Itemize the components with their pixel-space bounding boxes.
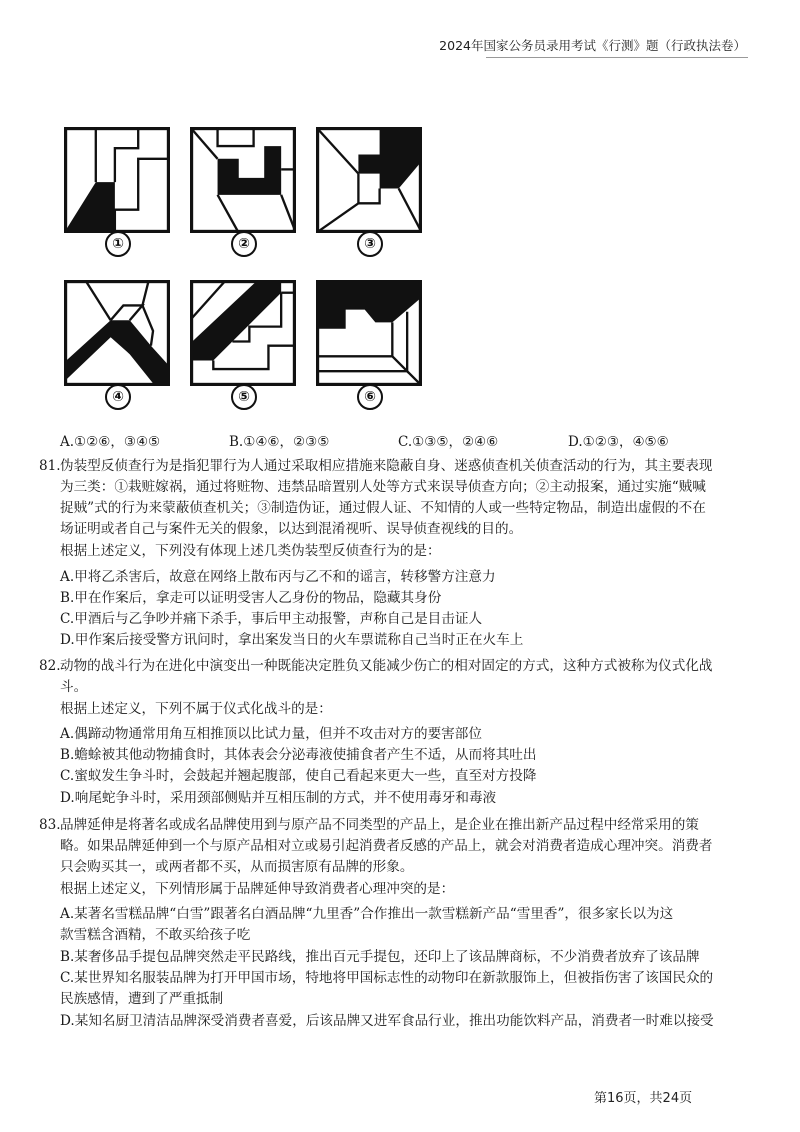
question-81-prompt: 根据上述定义，下列没有体现上述几类伪装型反侦查行为的是： xyxy=(60,543,441,559)
figure-5-label: ⑤ xyxy=(231,384,257,410)
question-81-stem-line: 捉贼”式的行为来蒙蔽侦查机关；③制造伪证，通过假人证、不知情的人或一些特定物品，制造出虚假的不在 xyxy=(60,500,706,516)
figure-6-label: ⑥ xyxy=(357,384,383,410)
figure-option-b: B.①④⑥，②③⑤ xyxy=(229,434,330,450)
question-81-stem-line: 为三类：①栽赃嫁祸，通过将赃物、违禁品暗置别人处等方式来误导侦查方向；②主动报案，通过实施“贼喊 xyxy=(60,479,706,495)
question-82-stem-line: 斗。 xyxy=(60,679,88,695)
question-82-option-b: B.蟾蜍被其他动物捕食时，其体表会分泌毒液使捕食者产生不适，从而将其吐出 xyxy=(60,747,537,763)
figure-6-icon xyxy=(316,280,422,386)
question-83-option-a-cont: 款雪糕含酒精，不敢买给孩子吃 xyxy=(60,927,251,943)
question-82-option-a: A.偶蹄动物通常用角互相推顶以比试力量，但并不攻击对方的要害部位 xyxy=(60,726,482,742)
figure-option-d: D.①②③，④⑤⑥ xyxy=(568,434,669,450)
header-divider xyxy=(486,57,748,58)
question-82-option-d: D.响尾蛇争斗时，采用颈部侧贴并互相压制的方式，并不使用毒牙和毒液 xyxy=(60,790,497,806)
figure-3-icon xyxy=(316,127,422,233)
question-83-option-a: A.某著名雪糕品牌“白雪”跟著名白酒品牌“九里香”合作推出一款雪糕新产品“雪里香”，很多家长以为这 xyxy=(60,906,674,922)
figure-3-label: ③ xyxy=(357,231,383,257)
question-83-stem-line: 只会购买其一，或两者都不买，从而损害原有品牌的形象。 xyxy=(60,859,414,875)
figure-1-label: ① xyxy=(105,231,131,257)
question-83-stem-line: 略。如果品牌延伸到一个与原产品相对立或易引起消费者反感的产品上，就会对消费者造成心理冲突。消费者 xyxy=(60,838,713,854)
question-83-stem-line: 品牌延伸是将著名或成名品牌使用到与原产品不同类型的产品上，是企业在推出新产品过程中经常采用的策 xyxy=(60,817,699,833)
question-83-number: 83. xyxy=(39,817,61,833)
figure-5 xyxy=(190,280,296,405)
figure-1 xyxy=(64,127,170,252)
question-81-stem-line: 伪装型反侦查行为是指犯罪行为人通过采取相应措施来隐蔽自身、迷惑侦查机关侦查活动的行为，其主要表现 xyxy=(60,458,713,474)
page-footer: 第16页，共24页 xyxy=(594,1091,693,1106)
figure-5-icon xyxy=(190,280,296,386)
question-82-option-c: C.蜜蚁发生争斗时，会鼓起并翘起腹部，使自己看起来更大一些，直至对方投降 xyxy=(60,768,537,784)
question-81-option-c: C.甲酒后与乙争吵并痛下杀手，事后甲主动报警，声称自己是目击证人 xyxy=(60,611,483,627)
question-82-number: 82. xyxy=(39,658,61,674)
figure-4-icon xyxy=(64,280,170,386)
figure-4 xyxy=(64,280,170,405)
figure-option-c: C.①③⑤，②④⑥ xyxy=(398,434,499,450)
question-81-option-a: A.甲将乙杀害后，故意在网络上散布丙与乙不和的谣言，转移警方注意力 xyxy=(60,569,496,585)
question-81-stem-line: 场证明或者自己与案件无关的假象，以达到混淆视听、误导侦查视线的目的。 xyxy=(60,521,523,537)
figure-6 xyxy=(316,280,422,405)
question-83-option-b: B.某奢侈品手提包品牌突然走平民路线，推出百元手提包，还印上了该品牌商标，不少消费者放弃了该品牌 xyxy=(60,949,700,965)
figure-4-label: ④ xyxy=(105,384,131,410)
figure-2-icon xyxy=(190,127,296,233)
question-83-option-c-cont: 民族感情，遭到了严重抵制 xyxy=(60,991,224,1007)
figure-option-a: A.①②⑥，③④⑤ xyxy=(60,434,161,450)
question-82-prompt: 根据上述定义，下列不属于仪式化战斗的是： xyxy=(60,701,332,717)
figure-2-label: ② xyxy=(231,231,257,257)
question-81-option-d: D.甲作案后接受警方讯问时，拿出案发当日的火车票谎称自己当时正在火车上 xyxy=(60,632,524,648)
figure-1-icon xyxy=(64,127,170,233)
question-83-prompt: 根据上述定义，下列情形属于品牌延伸导致消费者心理冲突的是： xyxy=(60,881,455,897)
question-83-option-c: C.某世界知名服装品牌为打开甲国市场，特地将甲国标志性的动物印在新款服饰上，但被指伤害了该国民众的 xyxy=(60,970,714,986)
question-83-option-d: D.某知名厨卫清洁品牌深受消费者喜爱，后该品牌又进军食品行业，推出功能饮料产品，消费者一时难以接受 xyxy=(60,1013,714,1029)
question-82-stem-line: 动物的战斗行为在进化中演变出一种既能决定胜负又能减少伤亡的相对固定的方式，这种方式被称为仪式化战 xyxy=(60,658,713,674)
figure-3 xyxy=(316,127,422,252)
question-81-option-b: B.甲在作案后，拿走可以证明受害人乙身份的物品，隐藏其身份 xyxy=(60,590,442,606)
figure-2 xyxy=(190,127,296,252)
question-81-number: 81. xyxy=(39,458,61,474)
page-header: 2024年国家公务员录用考试《行测》题（行政执法卷） xyxy=(439,38,746,53)
